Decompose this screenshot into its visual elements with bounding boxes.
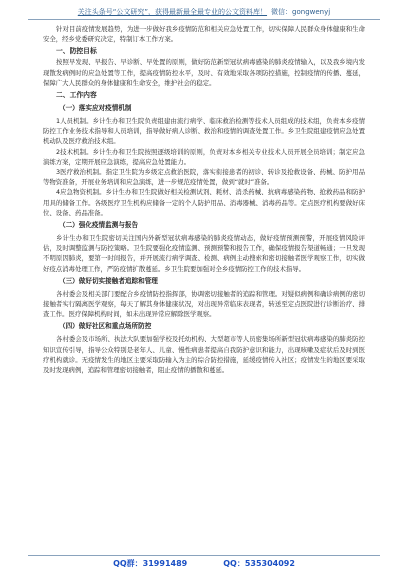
subsection-title-contacts: （三）做好切实接触者追踪和管理 <box>59 276 158 285</box>
community-paragraph: 各村委会及市场所、执法大队要加强学校及托幼机构、大型超市等人员密集场所新型冠状病毒感染的肺炎防控知识宣传引导，指导公众特别是老年人、儿童、慢性病患者提高自我防护意识和能力，出现咳嗽及症状后及时到医疗机构就诊。无疫情发生的地区主要采取防输入为主的综合防控措施，延缓疫情传入社区；疫情发生的地区要采取及时发现病例，追踪和管理密切接触者，阻止疫情的播散和蔓延。 <box>43 335 365 375</box>
page-footer <box>0 558 408 569</box>
footer-divider <box>28 555 380 556</box>
subsection-title-monitoring: （二）强化疫情监测与报告 <box>59 221 139 230</box>
header-promo-link[interactable]: 关注头条号“公文研究”，获得最新最全最专业的公文资料库！ <box>77 8 268 16</box>
subsection-title-community: （四）做好社区和重点场所防控 <box>59 322 152 331</box>
page-header <box>30 7 378 17</box>
mechanism-paragraph-2: 2技术机制。乡计生办和卫生院按照逐级培训的原则，负责对本乡相关专业技术人员开展全员培训；制定应急演练方案，定期开展应急演练，提高应急处置能力。 <box>43 147 365 166</box>
mechanism-paragraph-3: 3医疗救治机制。指定卫生院为乡级定点救治医院，落实衔接患者的初诊、转诊及抢救设备、药械、防护用品等物资准备，开展业务培训和应急演练，进一步规范疫情处置，做到“就时”准备。 <box>43 168 365 187</box>
contacts-paragraph: 各村委会及相关部门要配合乡疫情防控指挥部，协调密切接触者的追踪和管理。对疑似病例和确诊病例的密切接触者实行隔离医学观察，每天了解其身体健康状况，对出现异常临床表现者，转送至定点医院进行诊断治疗、排查工作。医疗保障机构时间，如未出现异常应解除医学观察。 <box>43 289 365 319</box>
footer-qq-group: QQ群：31991489 <box>113 559 188 568</box>
header-wechat: 微信：gongwenyj <box>271 8 331 16</box>
mechanism-paragraph-1: 1人员机制。乡计生办和卫生院负责组建由流行病学、临床救治检测等技术人员组成的技术组，负责本乡疫情防控工作业务技术指导和人员培训，指导做好病人诊断、救治和疫情的调查处置工作。乡卫生院组建疫情应急处置机动队及医疗救治技术组。 <box>43 117 365 146</box>
goals-paragraph: 按照早发现、早报告、早诊断、早处置的原则，做好防范新型冠状病毒感染的肺炎疫情输入，以及我乡境内发现散发病例时的应急处置等工作，提高疫情防控水平，及时、有效地采取各项防控措施，控制疫情的传播、蔓延，保障广大人民群众的身体健康和生命安全，维护社会的稳定。 <box>43 58 365 87</box>
subsection-title-mechanism: （一）落实应对疫情机制 <box>59 104 132 113</box>
monitoring-paragraph: 乡计生办和卫生院密切关注国内外新型冠状病毒感染的肺炎疫情动态，做好疫情预测预警，开展疫情风险评估，及时调整监测与防控策略。卫生院要强化疫情监测、预测预警和报告工作，确保疫情报告渠道畅通；一旦发现不明原因肺炎，要第一时间报告，并开展流行病学调查、检测、病例主动搜索和密切接触者医学观察工作，切实做好疫点消毒处理工作，严防疫情扩散蔓延。乡卫生院要加强对全乡疫情防控工作的技术指导。 <box>43 234 365 273</box>
section-title-goals: 一、防控目标 <box>56 47 97 56</box>
section-title-content: 二、工作内容 <box>56 91 97 100</box>
intro-paragraph: 针对目前疫情发展趋势，为进一步做好我乡疫情防范和相关应急处置工作，切实保障人民群众身体健康和生命安全，经乡党委研究决定，特制订本工作方案。 <box>43 25 365 44</box>
document-body <box>43 24 365 375</box>
footer-qq: QQ：535304092 <box>223 559 295 568</box>
mechanism-paragraph-4: 4应急物资机制。乡计生办和卫生院做好相关检测试剂、耗材、消杀药械、抗病毒感染药物、抢救药品和防护用具的储备工作。各级医疗卫生机构应储备一定的个人防护用品、消毒器械、消毒药品等。定点医疗机构要做好床位、设备、药品准备。 <box>43 188 365 217</box>
header-divider <box>28 19 380 20</box>
